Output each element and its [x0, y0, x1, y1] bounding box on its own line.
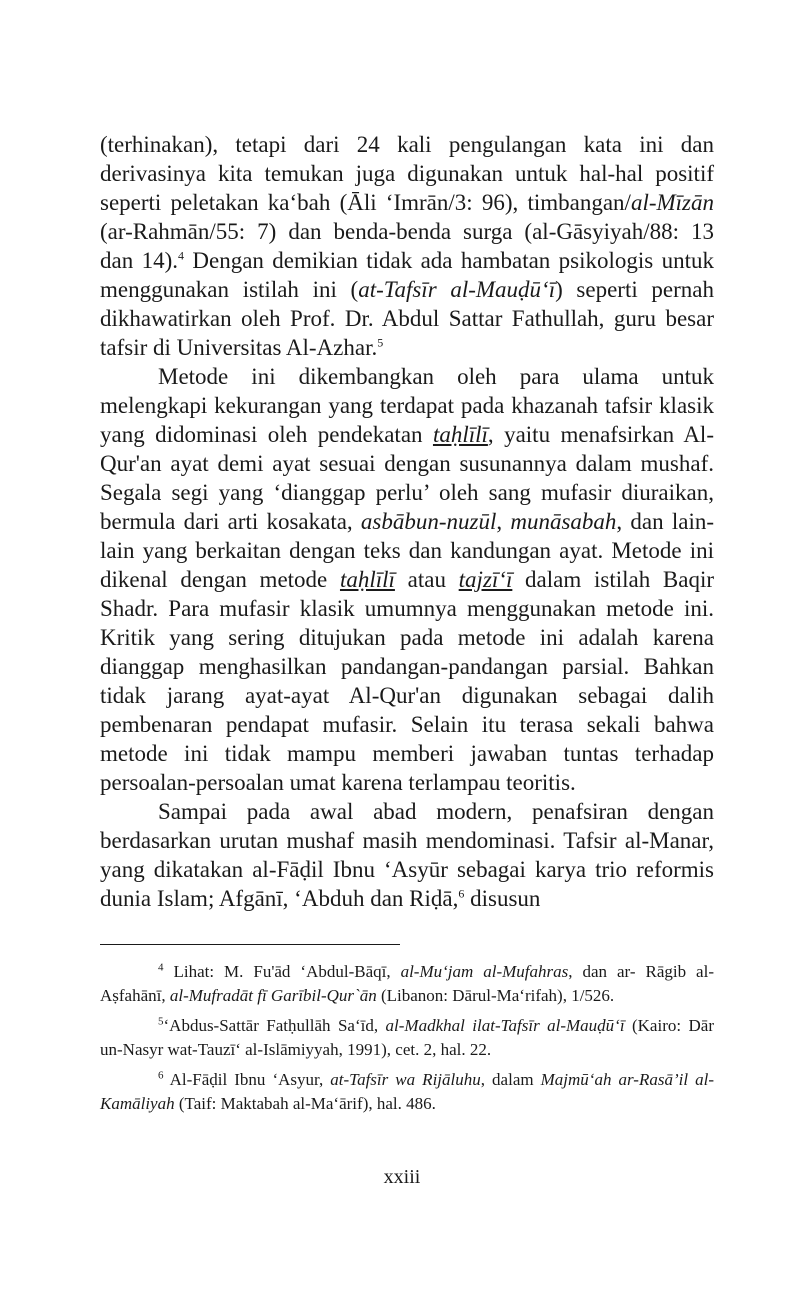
footnote — [100, 1068, 714, 1116]
italic-term: al-Mu‘jam al-Mufahras — [400, 962, 569, 981]
text-run: (ar-Rahmān/55: 7) dan benda-benda surga (al-Gāsyiyah/88: 13 dan 14). — [100, 219, 714, 273]
italic-term: al-Mufradāt fī Garībil-Qur`ān — [169, 986, 377, 1005]
text-run: ) seperti pernah dikhawatirkan oleh Prof. Dr. Abdul Sattar Fathullah, guru besar tafsir di Universitas Al-Azhar. — [100, 277, 715, 360]
paragraph — [100, 362, 714, 797]
text-run: disusun — [464, 886, 541, 911]
text-run: atau — [394, 567, 459, 592]
footnote-number: 6 — [158, 1069, 164, 1082]
main-body-text — [100, 130, 714, 913]
italic-term: tajzī‘ī — [458, 567, 513, 592]
footnote-number: 5 — [158, 1015, 164, 1028]
footnote-divider — [100, 944, 400, 945]
italic-term: asbābun-nuzūl — [360, 509, 497, 534]
text-run: Metode ini dikembangkan oleh para ulama untuk melengkapi kekurangan yang terdapat pada khazanah tafsir klasik yang didominasi oleh pendekatan — [100, 364, 714, 447]
italic-term: taḥlīlī — [339, 567, 395, 592]
paragraph — [100, 130, 714, 362]
footnote-reference: 5 — [377, 335, 384, 350]
italic-term: Majmū‘ah ar-Rasā’il al-Kamāliyah — [100, 1070, 714, 1113]
text-run: (Libanon: Dārul-Ma‘rifah), 1/526. — [376, 986, 615, 1005]
footnote-reference: 6 — [458, 886, 465, 901]
text-run: Sampai pada awal abad modern, penafsiran dengan berdasarkan urutan mushaf masih mendominasi. Tafsir al-Manar, yang dikatakan al-Fāḍil Ibnu ‘Asyūr sebagai karya trio reformis dunia Islam; Afgānī, ‘Abduh dan Riḍā, — [100, 799, 714, 911]
text-run: , dan lain-lain yang berkaitan dengan teks dan kandungan ayat. Metode ini dikenal dengan metode — [100, 509, 714, 592]
italic-term: al-Madkhal ilat-Tafsīr al-Mauḍū‘ī — [385, 1016, 625, 1035]
text-run: Al-Fāḍil Ibnu ‘Asyur, — [163, 1070, 331, 1089]
italic-term: munāsabah — [510, 509, 617, 534]
footnote-reference: 4 — [178, 248, 184, 263]
text-run: (Taif: Maktabah al-Ma‘ārif), hal. 486. — [174, 1094, 436, 1113]
footnote — [100, 960, 714, 1008]
page-number: xxiii — [383, 1166, 421, 1188]
footnotes-section — [100, 960, 714, 1122]
text-run: (terhinakan), tetapi dari 24 kali pengulangan kata ini dan derivasinya kita temukan juga digunakan untuk hal-hal positif seperti peletakan ka‘bah (Āli ‘Imrān/3: 96), timbangan/ — [100, 132, 714, 215]
italic-term: at-Tafsīr wa Rijāluhu — [330, 1070, 481, 1089]
footnote-number: 4 — [158, 961, 164, 974]
text-run: Lihat: M. Fu'ād ‘Abdul-Bāqī, — [163, 962, 401, 981]
text-run: (Kairo: Dār un-Nasyr wat-Tauzī‘ al-Islāmiyyah, 1991), cet. 2, hal. 22. — [100, 1016, 715, 1059]
text-run: , dalam — [480, 1070, 541, 1089]
footnote — [100, 1014, 714, 1062]
text-run: , — [496, 509, 511, 534]
italic-term: al-Mīzān — [630, 190, 714, 215]
italic-term: taḥlīlī — [432, 422, 488, 447]
italic-term: at-Tafsīr al-Mauḍū‘ī — [358, 277, 556, 302]
paragraph — [100, 797, 714, 913]
text-run: dalam istilah Baqir Shadr. Para mufasir klasik umumnya menggunakan metode ini. Kritik yang sering ditujukan pada metode ini adalah karena dianggap menghasilkan pandangan-pandangan parsial. Bahkan tidak jarang ayat-ayat Al-Qur'an digunakan sebagai dalih pembenaran pendapat mufasir. Selain itu terasa sekali bahwa metode ini tidak mampu memberi jawaban tuntas terhadap persoalan-persoalan umat karena terlampau teoritis. — [100, 567, 715, 795]
text-run: ‘Abdus-Sattār Fatḥullāh Sa‘īd, — [163, 1016, 386, 1035]
text-run: , yaitu menafsirkan Al-Qur'an ayat demi ayat sesuai dengan susunannya dalam mushaf. Segala segi yang ‘dianggap perlu’ oleh sang mufasir diuraikan, bermula dari arti kosakata, — [100, 422, 714, 534]
text-run: Dengan demikian tidak ada hambatan psikologis untuk menggunakan istilah ini ( — [100, 248, 714, 302]
text-run: , dan ar- Rāgib al-Aṣfahānī, — [100, 962, 714, 1005]
